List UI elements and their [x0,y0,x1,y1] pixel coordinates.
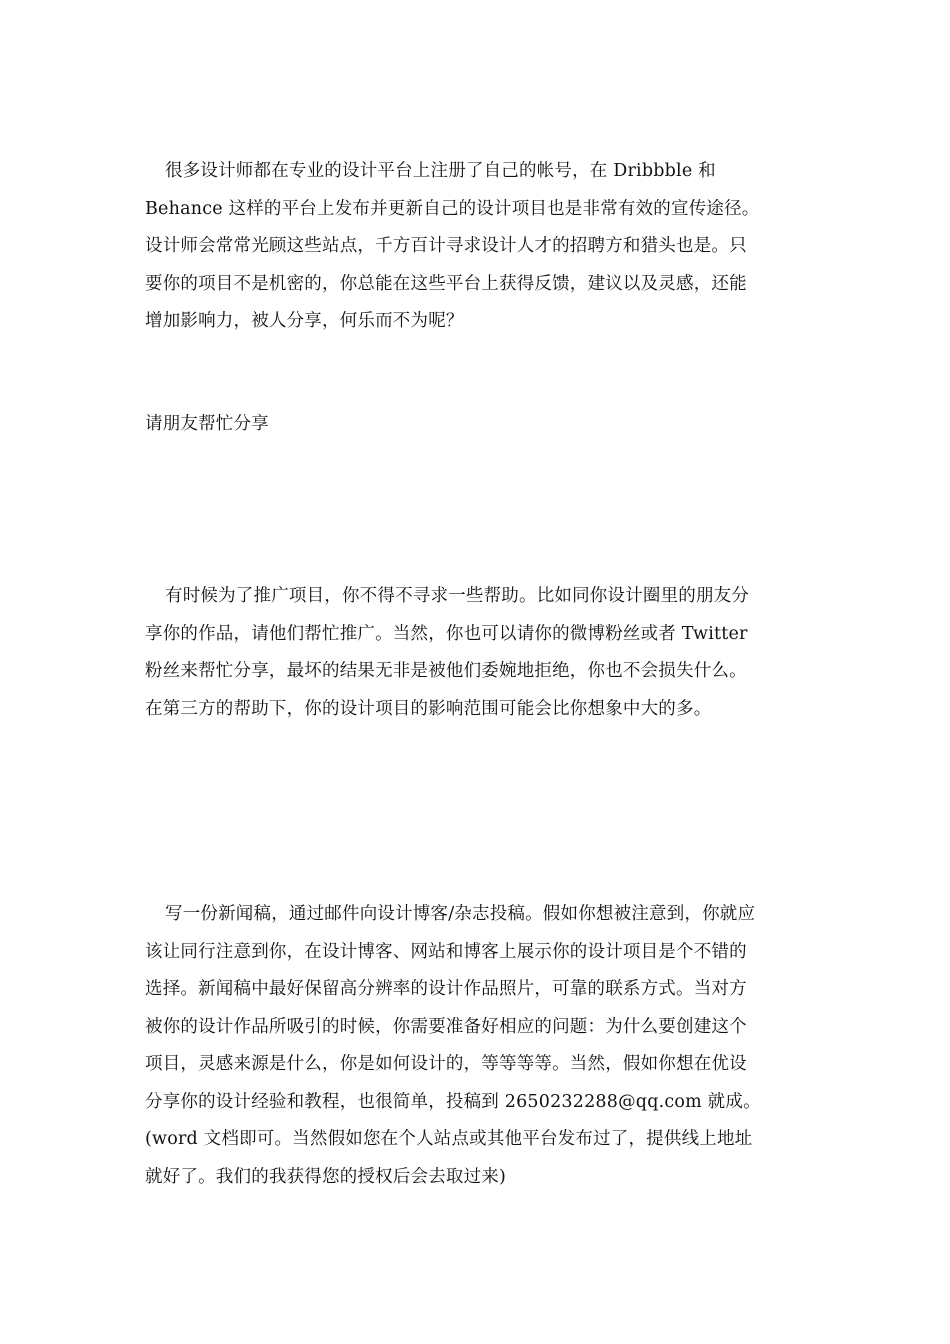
text-line: 分享你的设计经验和教程，也很简单，投稿到 2650232288@qq.com 就成。 [145,1091,761,1112]
text-line: 项目，灵感来源是什么，你是如何设计的，等等等等。当然，假如你想在优设 [145,1054,747,1074]
text-line: Behance 这样的平台上发布并更新自己的设计项目也是非常有效的宣传途径。 [145,198,760,219]
text-line: 被你的设计作品所吸引的时候，你需要准备好相应的问题：为什么要创建这个 [145,1016,747,1037]
text-line: 要你的项目不是机密的，你总能在这些平台上获得反馈，建议以及灵感，还能 [145,273,747,294]
text-line: 选择。新闻稿中最好保留高分辨率的设计作品照片，可靠的联系方式。当对方 [145,979,747,999]
text-line: 写一份新闻稿，通过邮件向设计博客/杂志投稿。假如你想被注意到，你就应 [165,904,756,924]
text-line: 该让同行注意到你，在设计博客、网站和博客上展示你的设计项目是个不错的 [145,941,747,962]
section-heading [145,406,810,444]
text-line: 设计师会常常光顾这些站点，千方百计寻求设计人才的招聘方和猎头也是。只 [145,236,747,256]
paragraph-press-release [145,896,810,1196]
paragraph-design-platforms [145,153,810,341]
text-line: 就好了。我们的我获得您的授权后会去取过来) [145,1166,507,1187]
text-line: 享你的作品，请他们帮忙推广。当然，你也可以请你的微博粉丝或者 Twitter [145,623,748,644]
text-line: 增加影响力，被人分享，何乐而不为呢？ [145,311,464,331]
text-line: 在第三方的帮助下，你的设计项目的影响范围可能会比你想象中大的多。 [145,698,712,719]
text-line: 粉丝来帮忙分享，最坏的结果无非是被他们委婉地拒绝，你也不会损失什么。 [145,661,747,681]
heading-text: 请朋友帮忙分享 [145,414,269,434]
text-line: 很多设计师都在专业的设计平台上注册了自己的帐号，在 Dribbble 和 [165,161,716,181]
text-line: 有时候为了推广项目，你不得不寻求一些帮助。比如同你设计圈里的朋友分 [165,586,750,606]
text-line: (word 文档即可。当然假如您在个人站点或其他平台发布过了，提供线上地址 [145,1129,753,1149]
paragraph-friends-share [145,578,810,728]
